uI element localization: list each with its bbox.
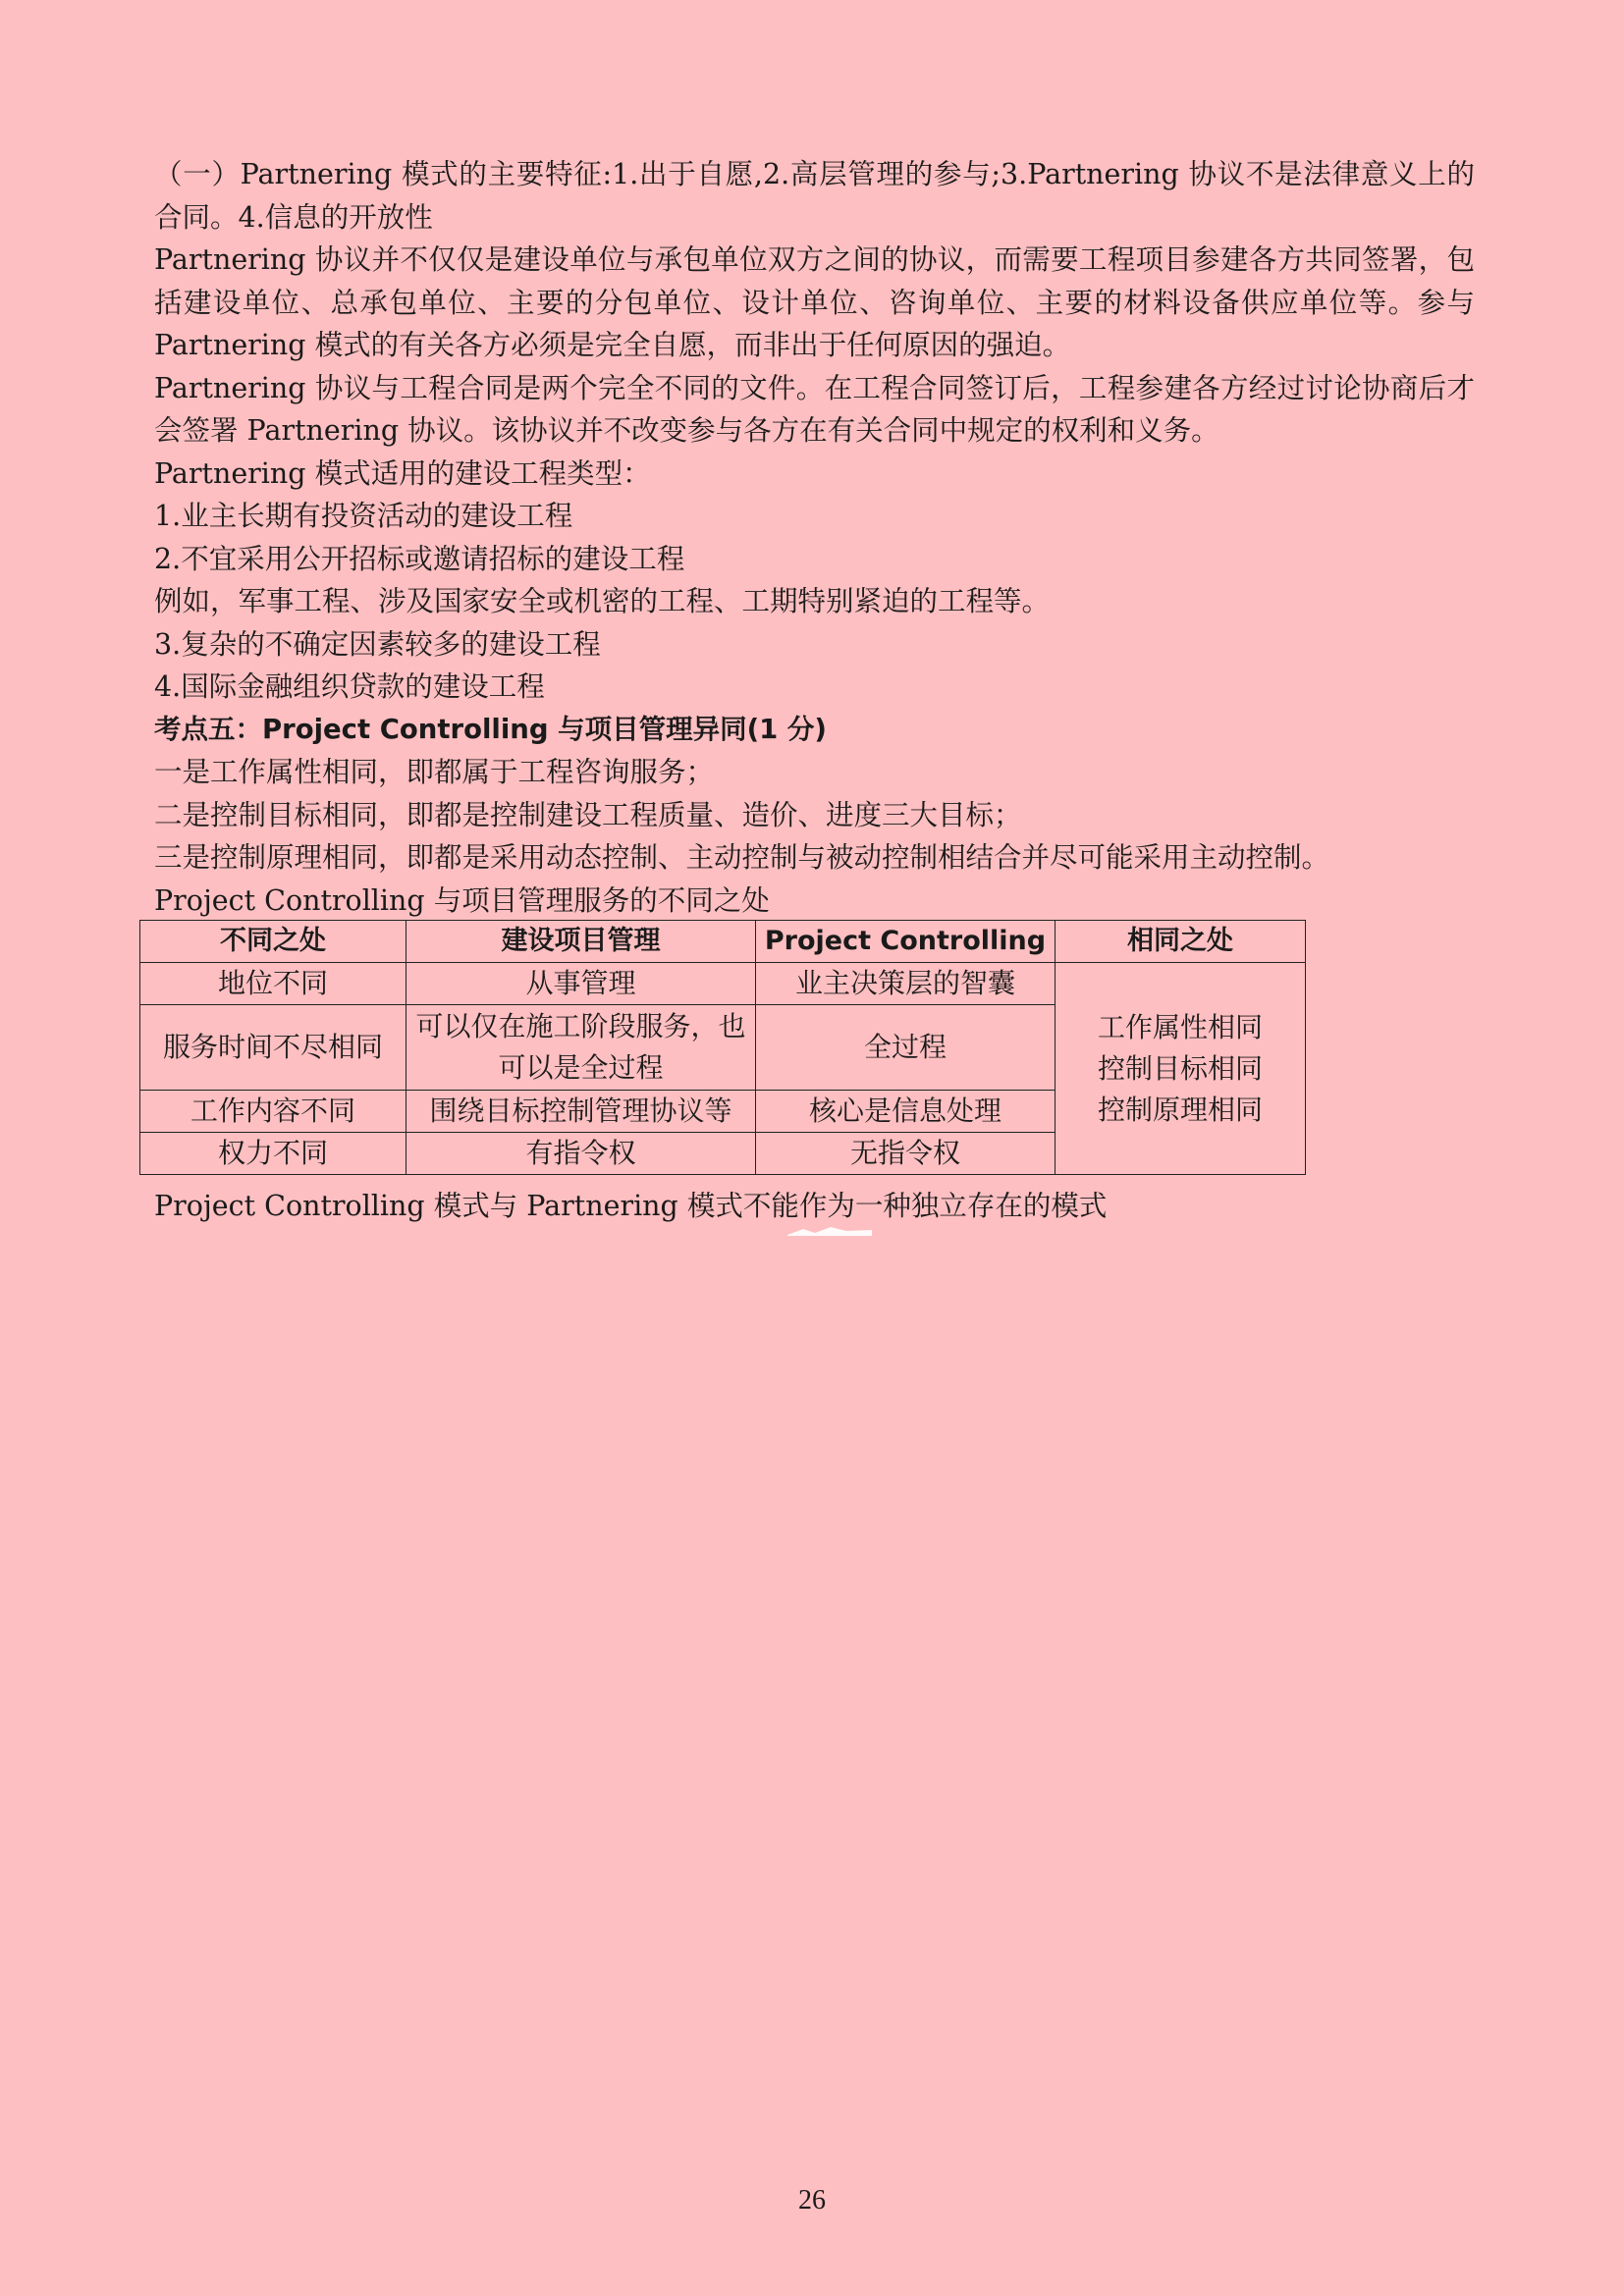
scan-smudge	[785, 1225, 874, 1237]
table-cell: 有指令权	[406, 1133, 756, 1175]
same-point: 控制目标相同	[1097, 1051, 1263, 1085]
table-cell: 服务时间不尽相同	[140, 1005, 406, 1091]
column-header: 相同之处	[1056, 921, 1306, 963]
table-cell: 无指令权	[756, 1133, 1056, 1175]
point-1: 一是工作属性相同，即都属于工程咨询服务；	[154, 756, 715, 788]
comparison-table	[139, 920, 1306, 1175]
paragraph-partnering-vs-contract: Partnering 协议与工程合同是两个完全不同的文件。在工程合同签订后，工程参建各方经过讨论协商后才会签署 Partnering 协议。该协议并不改变参与各方在有关合同中规定的权利和义务。	[154, 371, 1475, 447]
table-header-row	[140, 921, 1306, 963]
same-points-cell	[1056, 963, 1306, 1175]
list-item-4: 4.国际金融组织贷款的建设工程	[154, 670, 545, 703]
table-cell: 全过程	[756, 1005, 1056, 1091]
closing-paragraph: Project Controlling 模式与 Partnering 模式不能作为一种独立存在的模式	[154, 1190, 1108, 1222]
table-cell: 地位不同	[140, 963, 406, 1005]
table-cell: 工作内容不同	[140, 1091, 406, 1133]
section-heading: 考点五：Project Controlling 与项目管理异同(1 分)	[154, 713, 827, 745]
column-header: 建设项目管理	[406, 921, 756, 963]
column-header: 不同之处	[140, 921, 406, 963]
list-item-1: 1.业主长期有投资活动的建设工程	[154, 500, 573, 532]
table-cell: 从事管理	[406, 963, 756, 1005]
column-header: Project Controlling	[756, 921, 1056, 963]
same-point: 工作属性相同	[1097, 1010, 1263, 1043]
paragraph-partnering-features: （一）Partnering 模式的主要特征:1.出于自愿,2.高层管理的参与;3.Partnering 协议不是法律意义上的合同。4.信息的开放性	[154, 158, 1475, 234]
page-body	[154, 153, 1475, 922]
point-3: 三是控制原理相同，即都是采用动态控制、主动控制与被动控制相结合并尽可能采用主动控制。	[154, 841, 1330, 874]
same-point: 控制原理相同	[1097, 1093, 1263, 1126]
page-number: 26	[798, 2185, 826, 2216]
table-cell: 业主决策层的智囊	[756, 963, 1056, 1005]
table-row	[140, 963, 1306, 1005]
table-caption: Project Controlling 与项目管理服务的不同之处	[154, 883, 770, 917]
table-cell: 围绕目标控制管理协议等	[406, 1091, 756, 1133]
table-cell: 核心是信息处理	[756, 1091, 1056, 1133]
list-item-example: 例如，军事工程、涉及国家安全或机密的工程、工期特别紧迫的工程等。	[154, 585, 1051, 617]
paragraph-partnering-agreement: Partnering 协议并不仅仅是建设单位与承包单位双方之间的协议，而需要工程项目参建各方共同签署，包括建设单位、总承包单位、主要的分包单位、设计单位、咨询单位、主要的材料设备供应单位等。参与 Partnering 模式的有关各方必须是完全自愿，而非出于任何原因的强迫。	[154, 243, 1475, 361]
table-cell: 可以仅在施工阶段服务，也可以是全过程	[406, 1005, 756, 1091]
list-item-2: 2.不宜采用公开招标或邀请招标的建设工程	[154, 542, 685, 575]
table-cell: 权力不同	[140, 1133, 406, 1175]
point-2: 二是控制目标相同，即都是控制建设工程质量、造价、进度三大目标；	[154, 798, 1022, 831]
list-item-3: 3.复杂的不确定因素较多的建设工程	[154, 627, 601, 661]
paragraph-applicable-types: Partnering 模式适用的建设工程类型：	[154, 456, 651, 490]
